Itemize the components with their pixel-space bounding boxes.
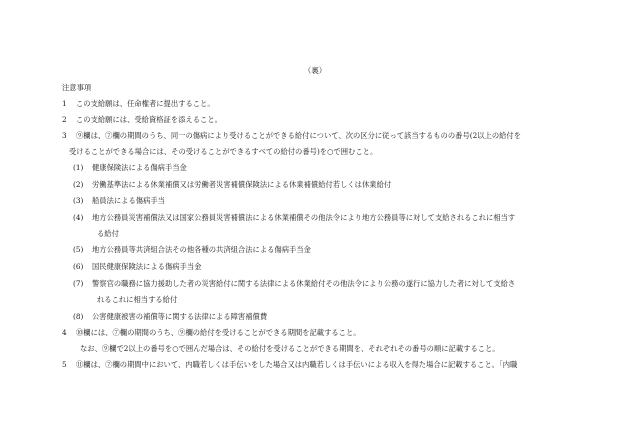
item-number: 3	[62, 131, 67, 140]
item-text: ⑨欄は、⑦欄の期間のうち、同一の傷病により受けることができる給付について、次の区分に従って該当するものの番号(2以上の給付を	[76, 131, 522, 140]
sub-item-number: (7)	[73, 279, 84, 288]
sub-item-number: (5)	[73, 245, 84, 254]
sub-item-number: (6)	[73, 262, 84, 271]
sub-item-text: 公害健康被害の補償等に関する法律による障害補償費	[92, 312, 268, 321]
list-item	[62, 116, 222, 123]
sub-item-text: 国民健康保険法による傷病手当金	[92, 262, 202, 271]
sub-item-text: 健康保険法による傷病手当金	[92, 163, 187, 172]
item-number: 2	[62, 115, 67, 124]
item-continuation: 受けることができる場合には、その受けることができるすべての給付の番号)を○で囲むこと。	[69, 147, 378, 156]
item-text: この支給願は、任命権者に提出すること。	[76, 99, 215, 108]
sub-item-text: 労働基準法による休業補償又は労働者災害補償保険法による休業補償給付若しくは休業給付	[92, 180, 392, 189]
item-note: なお、⑨欄で2以上の番号を○で囲んだ場合は、その給付を受けることができる期間を、それぞれその番号の順に記載すること。	[80, 344, 500, 353]
page-heading: （裏）	[303, 66, 327, 75]
list-item	[62, 132, 521, 139]
sub-item-number: (8)	[73, 312, 84, 321]
item-number: 5	[62, 360, 67, 369]
list-item	[62, 100, 215, 107]
list-item	[62, 329, 361, 336]
sub-item-number: (1)	[73, 163, 84, 172]
list-item	[62, 361, 517, 368]
sub-item-number: (4)	[73, 213, 84, 222]
item-number: 1	[62, 99, 67, 108]
section-title: 注意事項	[62, 83, 92, 92]
item-number: 4	[62, 328, 67, 337]
sub-item-number: (2)	[73, 180, 84, 189]
sub-item-text: 地方公務員災害補償法又は国家公務員災害補償法による休業補償その他法令により地方公務員等に対して支給されるこれに相当す	[92, 213, 516, 222]
item-text: ⑪欄は、⑦欄の期間中において、内職若しくは手伝いをした場合又は内職若しくは手伝いによる収入を得た場合に記載すること。｢内職	[76, 360, 518, 369]
item-text: この支給願には、受給資格証を添えること。	[76, 115, 222, 124]
sub-item-text: 警察官の職務に協力援助した者の災害給付に関する法律による休業給付その他法令により公務の遂行に協力した者に対して支給さ	[92, 279, 516, 288]
sub-item-text: 船員法による傷病手当	[92, 196, 165, 205]
sub-item-continuation: れるこれに相当する給付	[97, 295, 178, 304]
sub-item-continuation: る給付	[97, 229, 119, 238]
sub-item-number: (3)	[73, 196, 84, 205]
sub-item-text: 地方公務員等共済組合法その他各種の共済組合法による傷病手当金	[92, 245, 311, 254]
item-text: ⑩欄には、⑦欄の期間のうち、⑨欄の給付を受けることができる期間を記載すること。	[76, 328, 361, 337]
